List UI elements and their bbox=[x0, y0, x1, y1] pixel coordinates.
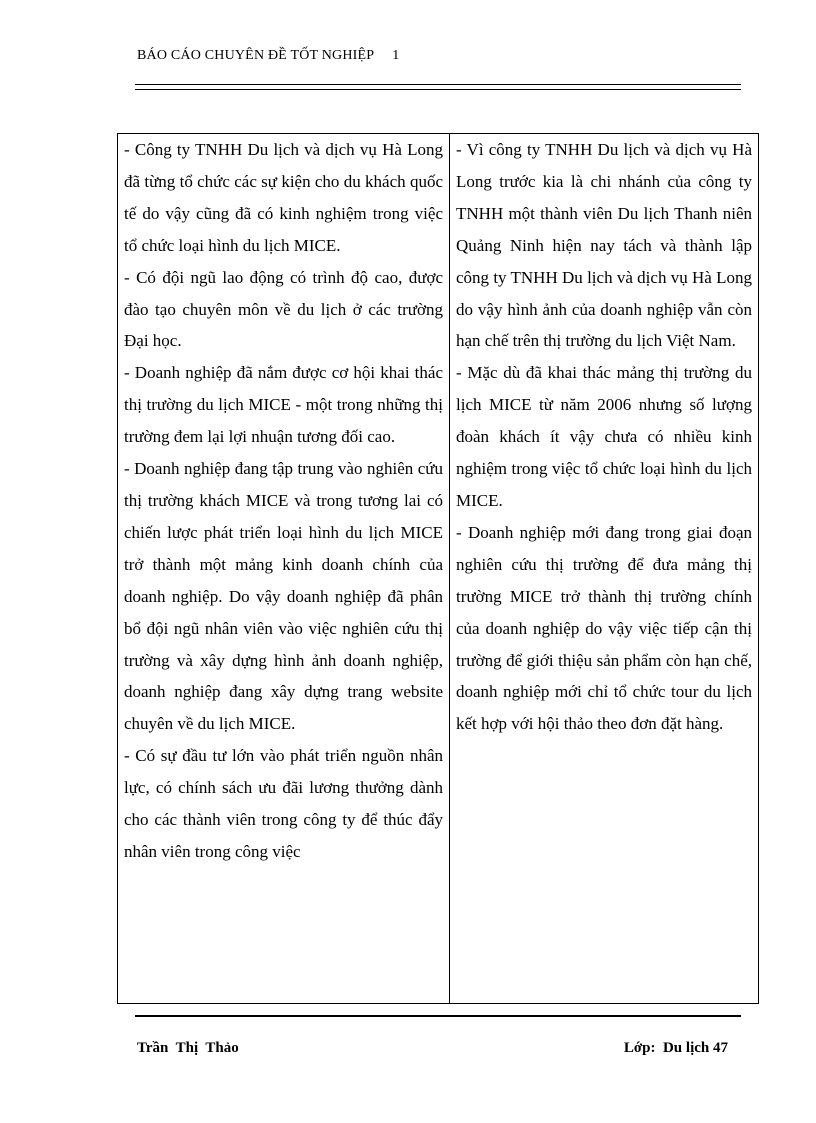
footer-class: Lớp: Du lịch 47 bbox=[623, 1040, 728, 1056]
swot-table bbox=[117, 133, 759, 1004]
left-paragraph-5: - Có sự đầu tư lớn vào phát triển nguồn nhân lực, có chính sách ưu đãi lương thưởng dành cho các thành viên trong công ty để thúc đẩy nhân viên trong công việc bbox=[124, 746, 443, 861]
page-number: 1 bbox=[392, 48, 400, 63]
header-title: BÁO CÁO CHUYÊN ĐỀ TỐT NGHIỆP bbox=[137, 48, 375, 63]
header-divider bbox=[135, 84, 741, 90]
left-paragraph-2: - Có đội ngũ lao động có trình độ cao, được đào tạo chuyên môn về du lịch ở các trường Đại học. bbox=[124, 267, 443, 351]
right-column-cell bbox=[450, 134, 759, 1004]
table-row bbox=[118, 134, 759, 1004]
left-column-cell bbox=[118, 134, 450, 1004]
footer-divider bbox=[135, 1015, 741, 1017]
footer-author: Trần Thị Thảo bbox=[137, 1040, 239, 1056]
right-paragraph-1: - Vì công ty TNHH Du lịch và dịch vụ Hà Long trước kia là chi nhánh của công ty TNHH một thành viên Du lịch Thanh niên Quảng Ninh hiện nay tách và thành lập công ty TNHH Du lịch và dịch vụ Hà Long do vậy hình ảnh của doanh nghiệp vẫn còn hạn chế trên thị trường du lịch Việt Nam. bbox=[456, 140, 752, 351]
left-paragraph-3: - Doanh nghiệp đã nắm được cơ hội khai thác thị trường du lịch MICE - một trong những thị trường đem lại lợi nhuận tương đối cao. bbox=[124, 363, 443, 447]
page-header bbox=[137, 48, 399, 64]
left-paragraph-1: - Công ty TNHH Du lịch và dịch vụ Hà Long đã từng tổ chức các sự kiện cho du khách quốc tế do vậy cũng đã có kinh nghiệm trong việc tổ chức loại hình du lịch MICE. bbox=[124, 140, 443, 255]
right-paragraph-3: - Doanh nghiệp mới đang trong giai đoạn nghiên cứu thị trường để đưa mảng thị trường MICE trở thành thị trường chính của doanh nghiệp do vậy việc tiếp cận thị trường để giới thiệu sản phẩm còn hạn chế, doanh nghiệp mới chỉ tổ chức tour du lịch kết hợp với hội thảo theo đơn đặt hàng. bbox=[456, 522, 752, 734]
right-paragraph-2: - Mặc dù đã khai thác mảng thị trường du lịch MICE từ năm 2006 nhưng số lượng đoàn khách ít vậy chưa có nhiều kinh nghiệm trong việc tổ chức loại hình du lịch MICE. bbox=[456, 363, 752, 510]
left-paragraph-4: - Doanh nghiệp đang tập trung vào nghiên cứu thị trường khách MICE và trong tương lai có chiến lược phát triển loại hình du lịch MICE trở thành một mảng kinh doanh chính của doanh nghiệp. Do vậy doanh nghiệp đã phân bổ đội ngũ nhân viên vào việc nghiên cứu thị trường và xây dựng hình ảnh doanh nghiệp, doanh nghiệp đang xây dựng trang website chuyên về du lịch MICE. bbox=[124, 459, 443, 734]
